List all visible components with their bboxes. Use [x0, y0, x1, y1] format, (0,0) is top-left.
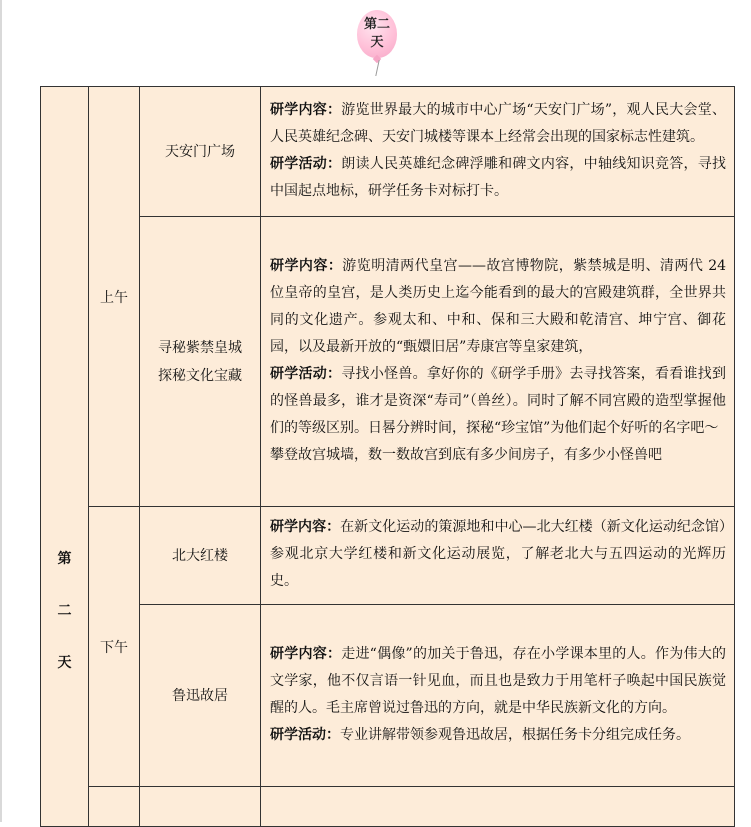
- place-forbidden-city: [140, 217, 261, 507]
- day-balloon-badge: [357, 10, 397, 76]
- balloon-text-line1: 第二: [363, 17, 390, 32]
- balloon-text-line2: 天: [370, 35, 384, 50]
- schedule-table: [40, 86, 735, 827]
- content-label: 研学内容：: [270, 519, 341, 535]
- place-line: 寻秘紫禁皇城: [158, 339, 242, 356]
- content-text: 在新文化运动的策源地和中心—北大红楼（新文化运动纪念馆）参观北京大学红楼和新文化运动展览，了解老北大与五四运动的光辉历史。: [270, 519, 726, 589]
- period-morning: 上午: [89, 87, 140, 507]
- place-tiananmen: 天安门广场: [140, 87, 261, 217]
- place-luxun-residence: 鲁迅故居: [140, 605, 261, 787]
- table-row: [41, 87, 735, 217]
- page-left-edge: [0, 0, 2, 822]
- content-text: 游览世界最大的城市中心广场“天安门广场”，观人民大会堂、人民英雄纪念碑、天安门城楼等课本上经常会出现的国家标志性建筑。: [270, 101, 726, 145]
- table-row: [41, 507, 735, 605]
- content-peking-univ-red-building: [261, 507, 735, 605]
- activity-label: 研学活动：: [270, 365, 342, 382]
- content-text: 游览明清两代皇宫——故宫博物院，紫禁城是明、清两代 24 位皇帝的皇宫，是人类历史上迄今能看到的最大的宫殿建筑群，全世界共同的文化遗产。参观太和、中和、保和三大殿和乾清宫、坤宁宫、御花园，以及最新开放的“甄嬛旧居”寿康宫等皇家建筑，: [270, 257, 727, 355]
- place-line: 探秘文化宝藏: [158, 367, 242, 384]
- activity-text: 寻找小怪兽。拿好你的《研学手册》去寻找答案，看看谁找到的怪兽最多，谁才是资深“寿司”（兽丝）。同时了解不同宫殿的造型掌握他们的等级区别。日晷分辨时间，探秘“珍宝馆”为他们起个好听的名字吧～: [270, 365, 727, 436]
- content-text: 走进“偶像”的加关于鲁迅，存在小学课本里的人。作为伟大的文学家，他不仅言语一针见血，而且也是致力于用笔杆子唤起中国民族觉醒的人。毛主席曾说过鲁迅的方向，就是中华民族新文化的方向。: [270, 645, 726, 716]
- day-char: 第: [57, 551, 72, 567]
- activity-label: 研学活动：: [270, 726, 340, 743]
- day-label: [41, 87, 89, 827]
- empty-cell: [89, 787, 140, 827]
- day-char: 天: [57, 655, 72, 671]
- activity-text: 专业讲解带领参观鲁迅故居，根据任务卡分组完成任务。: [340, 726, 690, 743]
- content-luxun-residence: [261, 605, 735, 787]
- activity-label: 研学活动：: [270, 155, 342, 172]
- day-char: 二: [57, 603, 72, 619]
- balloon-icon: [357, 10, 397, 58]
- empty-cell: [261, 787, 735, 827]
- content-label: 研学内容：: [270, 257, 343, 274]
- table-row: [41, 217, 735, 507]
- activity-text: 朗读人民英雄纪念碑浮雕和碑文内容，中轴线知识竞答，寻找中国起点地标，研学任务卡对标打卡。: [270, 155, 727, 199]
- table-row: [41, 605, 735, 787]
- content-label: 研学内容：: [270, 101, 342, 118]
- activity-text-extra: 攀登故宫城墙，数一数故宫到底有多少间房子，有多少小怪兽吧: [270, 446, 662, 463]
- place-peking-univ-red-building: 北大红楼: [140, 507, 261, 605]
- content-label: 研学内容：: [270, 645, 342, 662]
- period-afternoon: 下午: [89, 507, 140, 787]
- empty-cell: [140, 787, 261, 827]
- content-tiananmen: [261, 87, 735, 217]
- content-forbidden-city: [261, 217, 735, 507]
- table-row-empty: [41, 787, 735, 827]
